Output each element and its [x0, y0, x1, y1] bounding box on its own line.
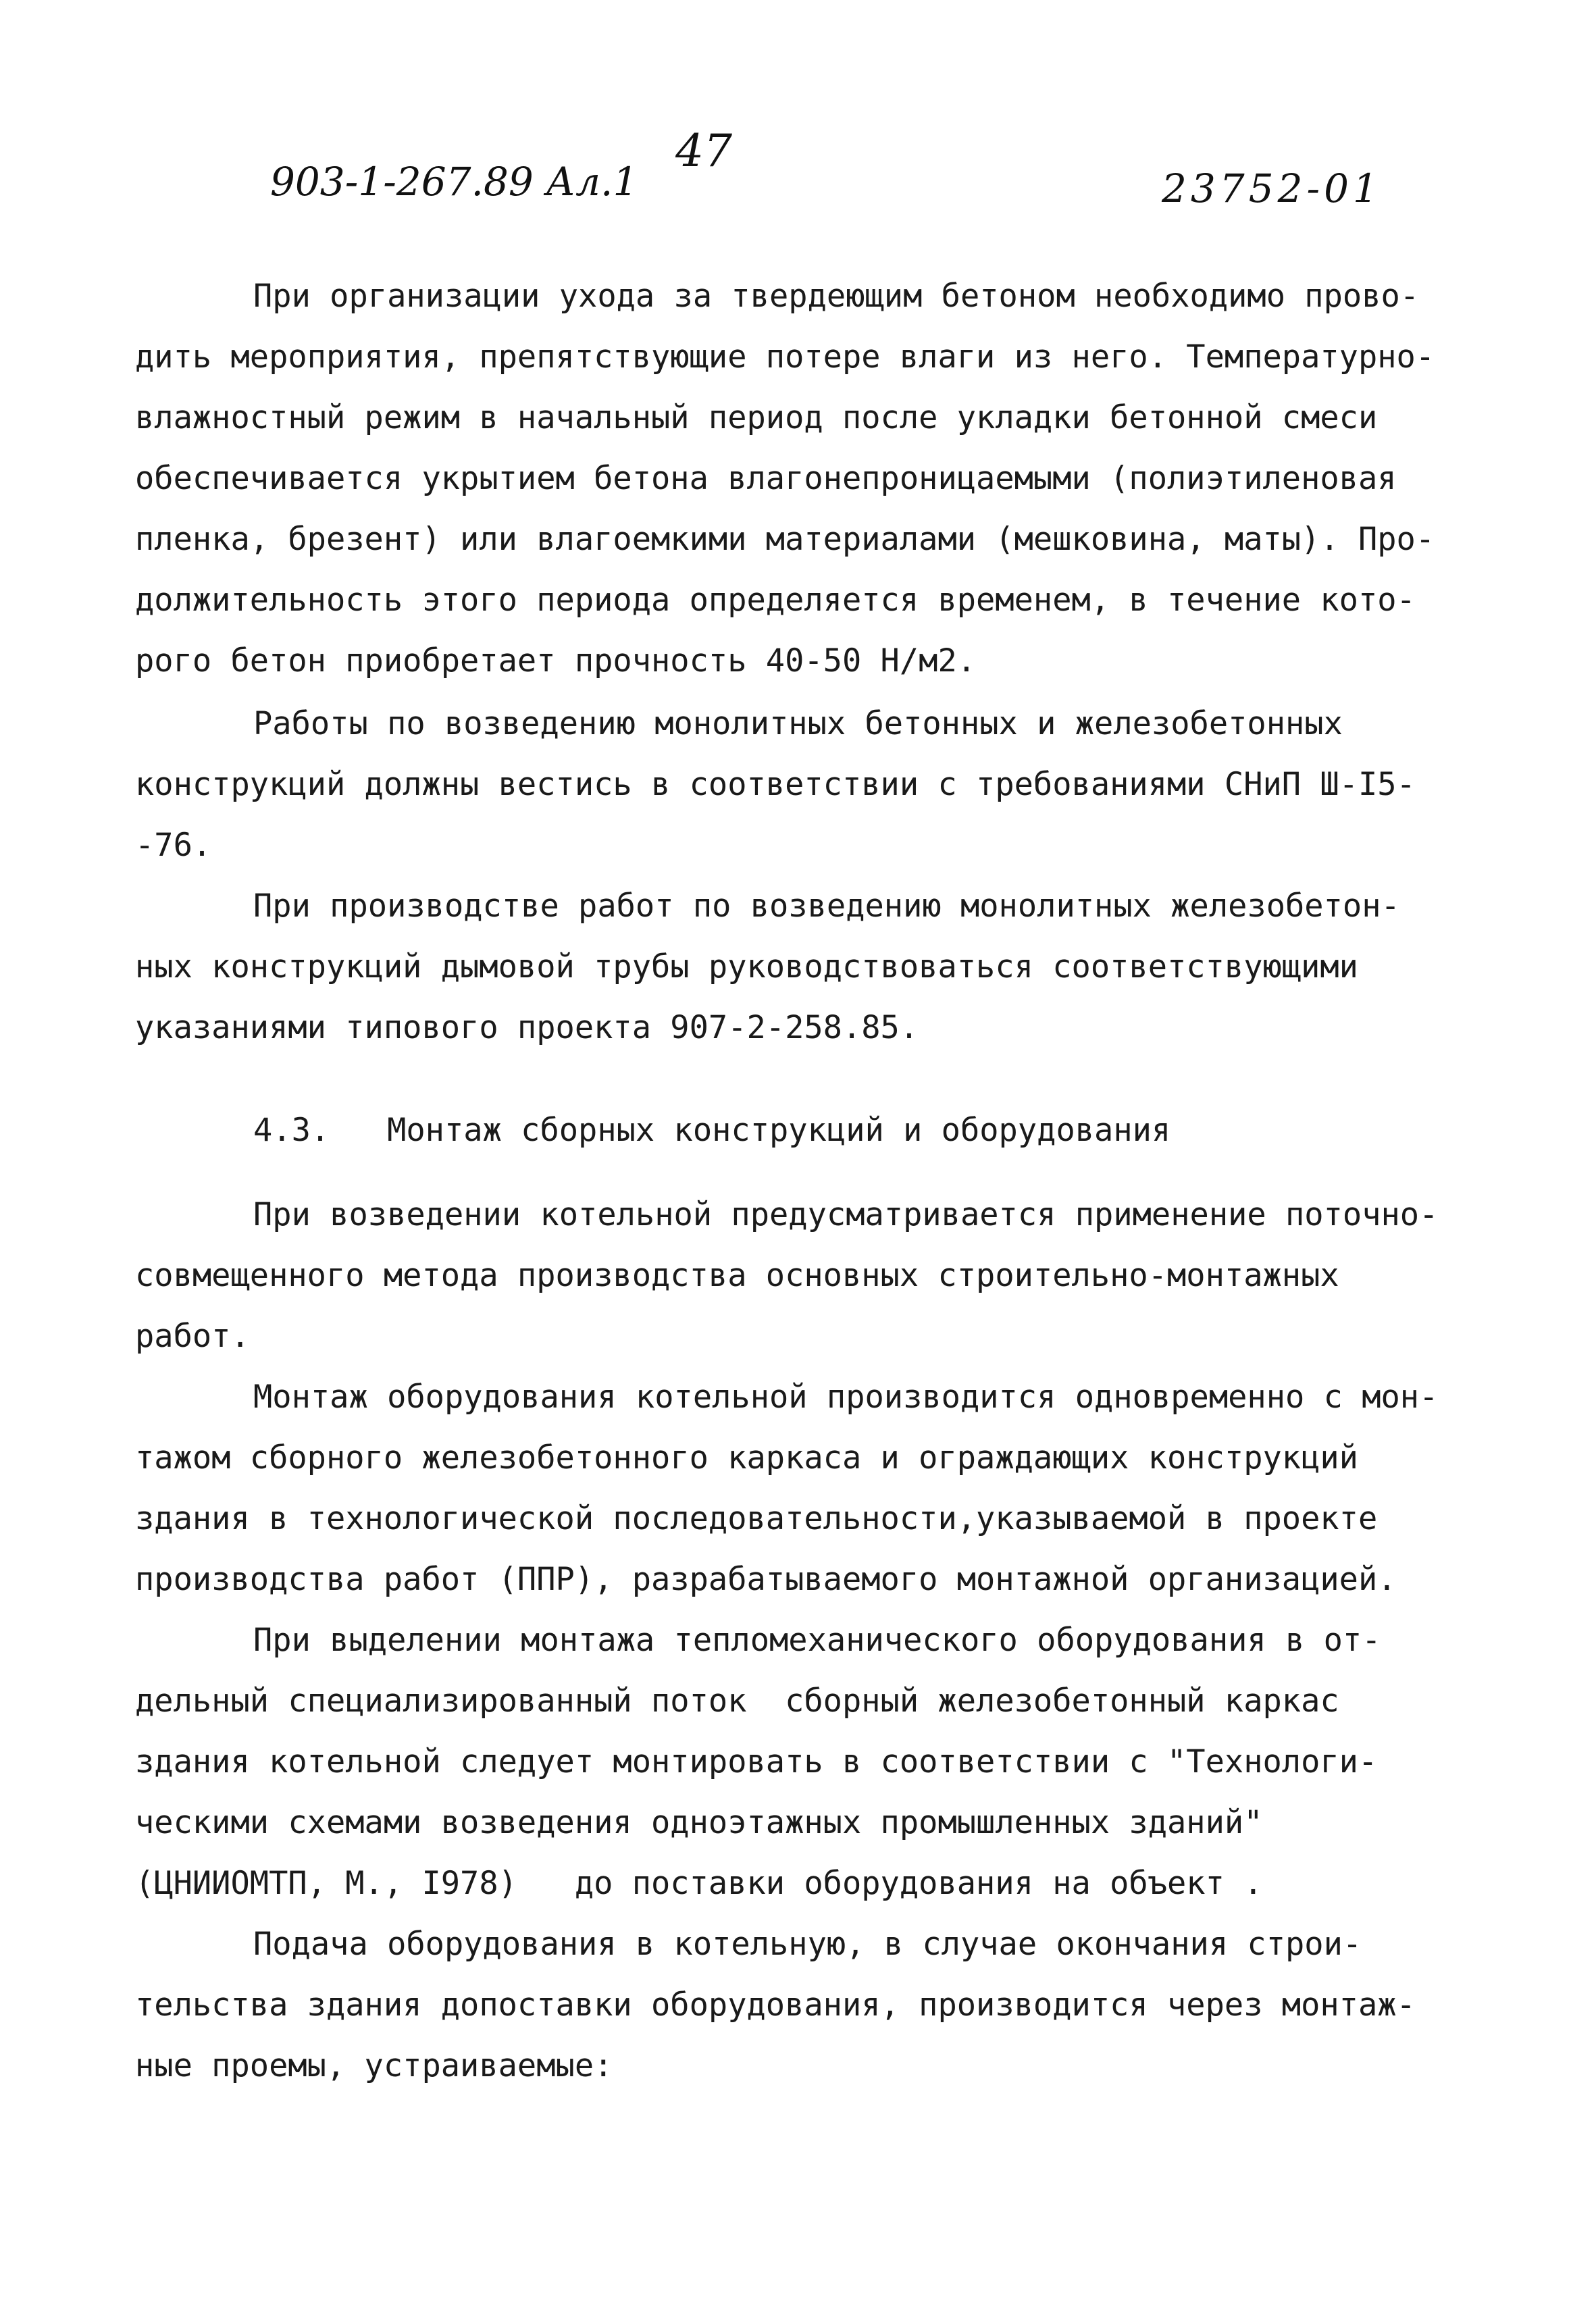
text-line: При выделении монтажа тепломеханического оборудования в от- — [253, 1622, 1381, 1659]
text-line: указаниями типового проекта 907-2-258.85. — [135, 1009, 919, 1046]
text-line: дить мероприятия, препятствующие потере влаги из него. Температурно- — [135, 338, 1435, 376]
text-line: Подача оборудования в котельную, в случае окончания строи- — [253, 1926, 1362, 1963]
text-line: производства работ (ППР), разрабатываемого монтажной организацией. — [135, 1561, 1397, 1598]
page-number: 47 — [675, 125, 732, 177]
text-line: здания в технологической последовательности,указываемой в проекте — [135, 1500, 1378, 1537]
text-line: Работы по возведению монолитных бетонных и железобетонных — [253, 705, 1343, 742]
document-code: 903-1-267.89 Ал.1 — [270, 159, 638, 205]
text-line: При возведении котельной предусматривается применение поточно- — [253, 1196, 1439, 1233]
text-line: совмещенного метода производства основных строительно-монтажных — [135, 1257, 1339, 1294]
reference-number: 23752-01 — [1162, 165, 1382, 211]
text-line: Монтаж оборудования котельной производится одновременно с мон- — [253, 1379, 1439, 1416]
section-heading: 4.3. Монтаж сборных конструкций и оборудования — [253, 1112, 1171, 1149]
text-line: При организации ухода за твердеющим бетоном необходимо прово- — [253, 278, 1420, 315]
text-line: дельный специализированный поток сборный железобетонный каркас — [135, 1682, 1339, 1720]
text-line: При производстве работ по возведению монолитных железобетон- — [253, 888, 1400, 925]
text-line: ных конструкций дымовой трубы руководствоваться соответствующими — [135, 948, 1358, 985]
text-line: обеспечивается укрытием бетона влагонепроницаемыми (полиэтиленовая — [135, 460, 1397, 497]
text-line: (ЦНИИОМТП, М., I978) до поставки оборудования на объект . — [135, 1865, 1263, 1902]
text-line: должительность этого периода определяется временем, в течение кото- — [135, 582, 1416, 619]
text-line: тажом сборного железобетонного каркаса и ограждающих конструкций — [135, 1439, 1358, 1476]
text-line: ческими схемами возведения одноэтажных промышленных зданий" — [135, 1804, 1263, 1841]
text-line: рого бетон приобретает прочность 40-50 Н/м2. — [135, 642, 977, 679]
text-line: тельства здания допоставки оборудования, производится через монтаж- — [135, 1986, 1416, 2024]
text-line: конструкций должны вестись в соответствии с требованиями СНиП Ш-I5- — [135, 766, 1416, 803]
text-line: пленка, брезент) или влагоемкими материалами (мешковина, маты). Про- — [135, 521, 1435, 558]
text-line: -76. — [135, 827, 212, 864]
text-line: работ. — [135, 1318, 250, 1355]
text-line: здания котельной следует монтировать в соответствии с "Технологи- — [135, 1743, 1378, 1780]
text-line: ные проемы, устраиваемые: — [135, 2047, 613, 2084]
text-line: влажностный режим в начальный период после укладки бетонной смеси — [135, 399, 1378, 436]
